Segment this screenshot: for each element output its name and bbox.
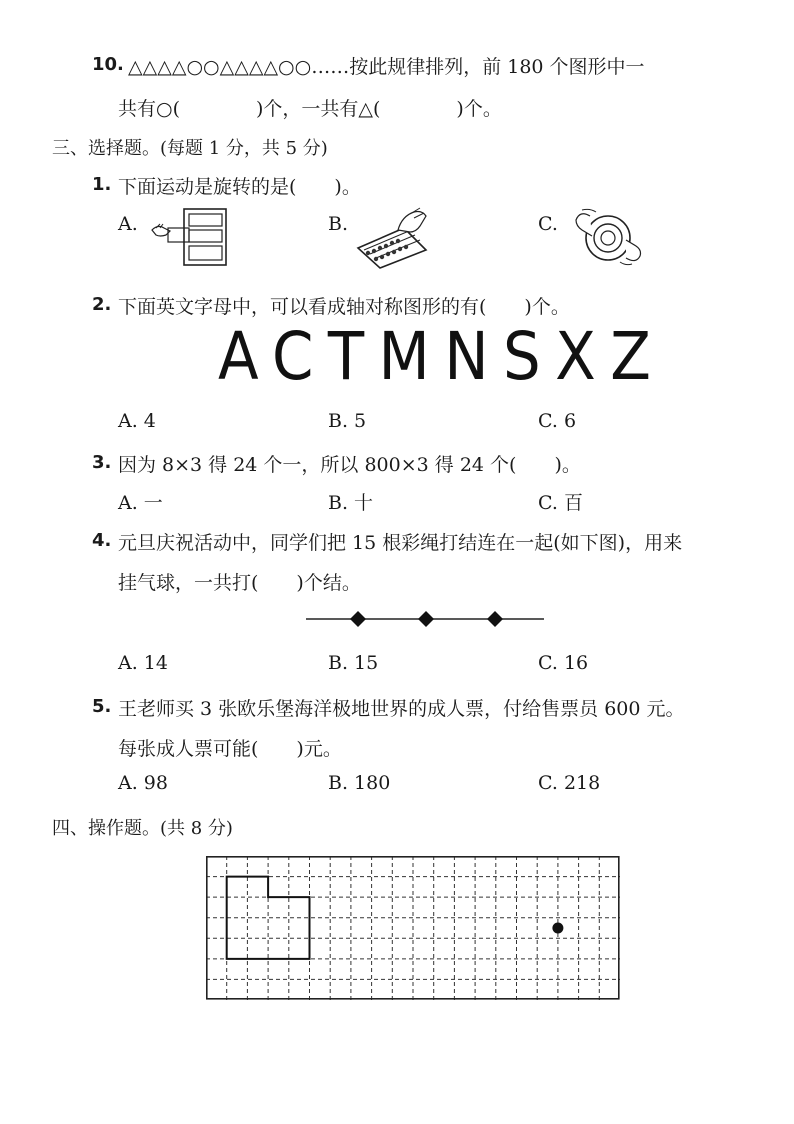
q2-number: 2. xyxy=(92,294,112,315)
q4-line2: 挂气球，一共打( )个结。 xyxy=(118,572,361,594)
q4-option-c: C. 16 xyxy=(538,652,589,674)
q1-number: 1. xyxy=(92,174,112,195)
q2-option-c: C. 6 xyxy=(538,410,577,432)
q4-line1: 元旦庆祝活动中，同学们把 15 根彩绳打结连在一起(如下图)，用来 xyxy=(118,532,683,554)
turning-lid-illustration xyxy=(572,206,642,268)
q3-text: 因为 8×3 得 24 个一，所以 800×3 得 24 个( )。 xyxy=(118,454,581,476)
q5-option-b: B. 180 xyxy=(328,772,391,794)
section4-title: 四、操作题。(共 8 分) xyxy=(52,818,233,839)
q5-line1: 王老师买 3 张欧乐堡海洋极地世界的成人票，付给售票员 600 元。 xyxy=(118,698,685,720)
q5-number: 5. xyxy=(92,696,112,717)
section3-title: 三、选择题。(每题 1 分，共 5 分) xyxy=(52,138,328,159)
q10-line1: △△△△○○△△△△○○……按此规律排列，前 180 个图形中一 xyxy=(128,56,645,78)
q2-option-b: B. 5 xyxy=(328,410,367,432)
rotation-point xyxy=(552,923,563,934)
knot xyxy=(350,611,366,627)
q5-option-c: C. 218 xyxy=(538,772,601,794)
q5-line2: 每张成人票可能( )元。 xyxy=(118,738,342,760)
q1-option-b: B. xyxy=(328,213,349,235)
q4-option-b: B. 15 xyxy=(328,652,379,674)
abacus-illustration xyxy=(354,206,430,268)
q1-option-a: A. xyxy=(118,213,138,235)
q1-text: 下面运动是旋转的是( )。 xyxy=(118,176,361,198)
operation-grid xyxy=(206,856,620,1000)
q3-option-c: C. 百 xyxy=(538,492,583,514)
q2-option-a: A. 4 xyxy=(118,410,156,432)
q10-line2: 共有○( )个，一共有△( )个。 xyxy=(118,98,502,120)
q4-option-a: A. 14 xyxy=(118,652,168,674)
q4-number: 4. xyxy=(92,530,112,551)
q5-option-a: A. 98 xyxy=(118,772,168,794)
q3-option-a: A. 一 xyxy=(118,492,163,514)
q2-text: 下面英文字母中，可以看成轴对称图形的有( )个。 xyxy=(118,296,570,318)
knot xyxy=(487,611,503,627)
q3-number: 3. xyxy=(92,452,112,473)
drawer-pull-illustration xyxy=(146,206,236,268)
q3-option-b: B. 十 xyxy=(328,492,374,514)
q1-option-c: C. xyxy=(538,213,558,235)
rope-knots-figure xyxy=(300,606,550,632)
knot xyxy=(418,611,434,627)
q10-number: 10. xyxy=(92,54,124,75)
english-letters: ACTMNSXZ xyxy=(218,318,666,395)
